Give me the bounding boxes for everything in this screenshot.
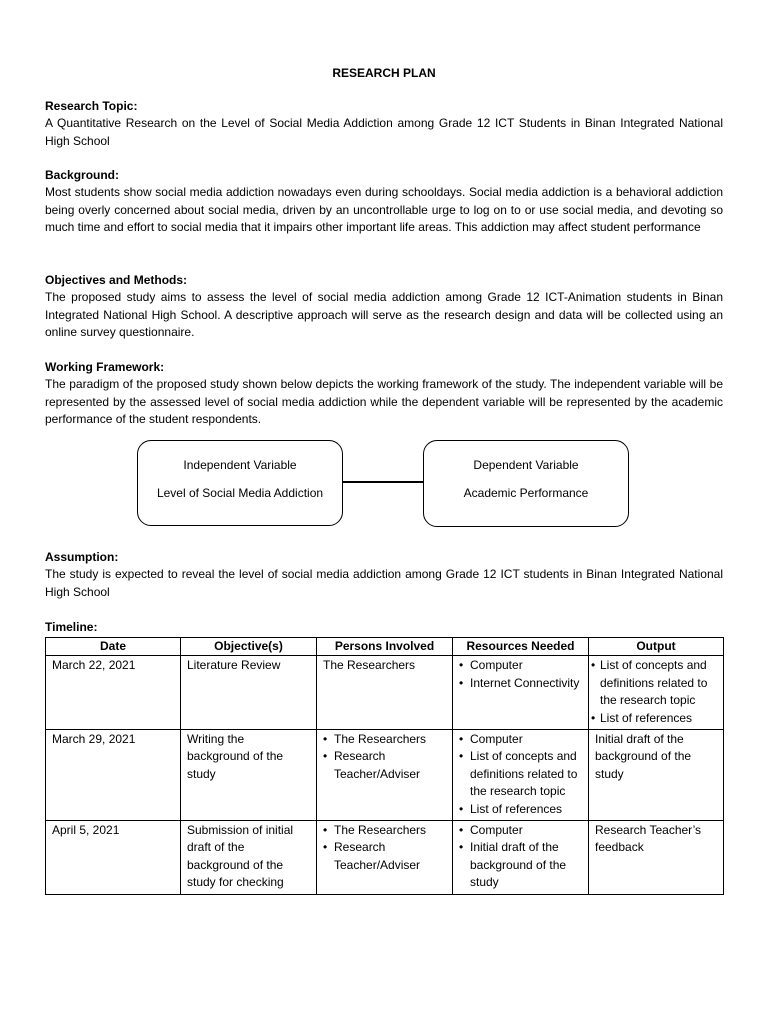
persons-cell [317, 730, 453, 821]
column-header-date: Date [46, 638, 181, 656]
timeline-table [45, 637, 724, 895]
list-item: • Computer [459, 731, 582, 748]
list-item: • List of references [591, 710, 717, 727]
list-item: • List of concepts and definitions related to the research topic [459, 748, 582, 800]
timeline-section [45, 619, 723, 636]
resources-list [459, 731, 582, 818]
date-cell: March 22, 2021 [46, 656, 181, 730]
table-row [46, 730, 724, 821]
framework-section [45, 359, 723, 429]
list-item: • List of references [459, 801, 582, 818]
persons-cell [317, 821, 453, 895]
persons-list [323, 822, 446, 874]
resources-list [459, 822, 582, 892]
objectives-heading: Objectives and Methods: [45, 273, 188, 287]
document-title: RESEARCH PLAN [332, 66, 436, 80]
list-item: • The Researchers [323, 822, 446, 839]
resources-cell [453, 656, 589, 730]
objective-cell: Literature Review [181, 656, 317, 730]
table-row [46, 656, 724, 730]
table-row [46, 821, 724, 895]
output-cell: Initial draft of the background of the study [589, 730, 724, 821]
research-topic-text: A Quantitative Research on the Level of Social Media Addiction among Grade 12 ICT Students in Binan Integrated National High School [45, 116, 723, 148]
assumption-section [45, 549, 723, 601]
list-item: • Research Teacher/Adviser [323, 748, 446, 783]
framework-heading: Working Framework: [45, 360, 165, 374]
assumption-heading: Assumption: [45, 550, 119, 564]
dependent-variable-box [423, 440, 629, 527]
objectives-section [45, 272, 723, 342]
date-cell: March 29, 2021 [46, 730, 181, 821]
framework-connector [343, 481, 423, 483]
output-cell: Research Teacher’s feedback [589, 821, 724, 895]
objective-cell: Submission of initial draft of the background of the study for checking [181, 821, 317, 895]
timeline-heading: Timeline: [45, 620, 98, 634]
framework-diagram [45, 436, 723, 531]
background-heading: Background: [45, 168, 120, 182]
persons-list [323, 731, 446, 783]
column-header-resources: Resources Needed [453, 638, 589, 656]
objective-cell: Writing the background of the study [181, 730, 317, 821]
framework-text: The paradigm of the proposed study shown below depicts the working framework of the study. The independent variable will be represented by the assessed level of social media addiction while the dependent variable will be represented by the academic performance of the student respondents. [45, 377, 723, 427]
resources-cell [453, 730, 589, 821]
persons-cell: The Researchers [317, 656, 453, 730]
list-item: • Internet Connectivity [459, 675, 582, 692]
list-item: • Computer [459, 822, 582, 839]
independent-variable-box [137, 440, 343, 526]
column-header-objectives: Objective(s) [181, 638, 317, 656]
list-item: • The Researchers [323, 731, 446, 748]
background-section [45, 167, 723, 237]
column-header-output: Output [589, 638, 724, 656]
research-topic-section [45, 98, 723, 150]
objectives-text: The proposed study aims to assess the level of social media addiction among Grade 12 ICT-Animation students in Binan Integrated National High School. A descriptive approach will serve as the research design and data will be collected using an online survey questionnaire. [45, 290, 723, 340]
list-item: • Initial draft of the background of the study [459, 839, 582, 891]
research-topic-heading: Research Topic: [45, 99, 138, 113]
output-cell [589, 656, 724, 730]
date-cell: April 5, 2021 [46, 821, 181, 895]
column-header-persons: Persons Involved [317, 638, 453, 656]
dependent-variable-title: Dependent Variable [473, 458, 579, 472]
list-item: • Research Teacher/Adviser [323, 839, 446, 874]
list-item: • List of concepts and definitions related to the research topic [591, 657, 717, 709]
independent-variable-title: Independent Variable [183, 458, 297, 472]
timeline-header-row [46, 638, 724, 656]
resources-list [459, 657, 582, 692]
output-list [591, 657, 717, 727]
dependent-variable-value: Academic Performance [463, 486, 589, 501]
background-text: Most students show social media addiction nowadays even during schooldays. Social media addiction is a behavioral addiction being overly concerned about social media, driven by an uncontrollable urge to log on to or use social media, and devoting so much time and effort to social media that it impairs other important life areas. This addiction may affect student performance [45, 185, 723, 235]
assumption-text: The study is expected to reveal the level of social media addiction among Grade 12 ICT students in Binan Integrated National High School [45, 567, 723, 599]
independent-variable-value: Level of Social Media Addiction [156, 486, 324, 501]
list-item: • Computer [459, 657, 582, 674]
resources-cell [453, 821, 589, 895]
